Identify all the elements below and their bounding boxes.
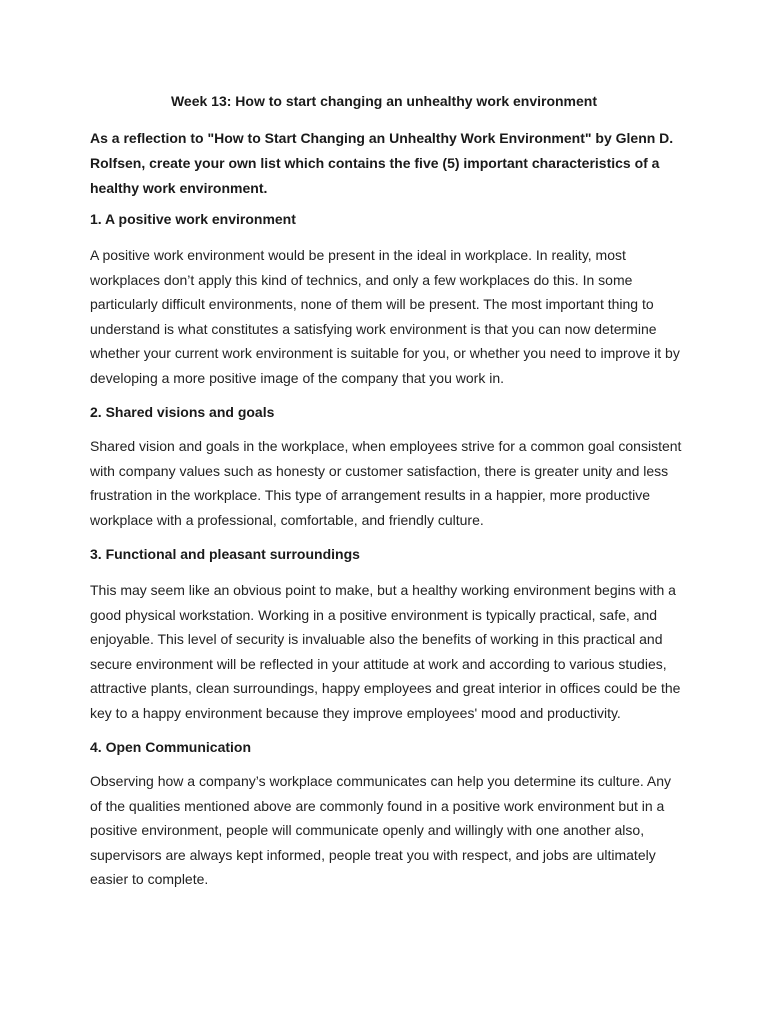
paragraph-line: developing a more positive image of the company that you work in. [90, 369, 505, 386]
intro-line: Rolfsen, create your own list which contains the five (5) important characteristics of a [90, 155, 660, 171]
section-paragraph-4 [90, 769, 690, 892]
paragraph-line: of the qualities mentioned above are commonly found in a positive work environment but in a [90, 797, 665, 814]
paragraph-line: A positive work environment would be present in the ideal in workplace. In reality, most [90, 247, 626, 263]
paragraph-line: key to a happy environment because they improve employees' mood and productivity. [90, 704, 621, 721]
intro-line: As a reflection to "How to Start Changing an Unhealthy Work Environment" by Glenn D. [90, 130, 674, 146]
paragraph-line: workplaces don’t apply this kind of technics, and only a few workplaces do this. In some [90, 271, 633, 288]
paragraph-line: particularly difficult environments, none of them will be present. The most important thing to [90, 296, 654, 313]
paragraph-line: with company values such as honesty or customer satisfaction, there is greater unity and less [90, 462, 669, 479]
intro-paragraph [90, 126, 680, 201]
paragraph-line: positive environment, people will communicate openly and willingly with one another also, [90, 822, 645, 839]
paragraph-line: enjoyable. This level of security is invaluable also the benefits of working in this practical and [90, 631, 663, 648]
paragraph-line: workplace with a professional, comfortable, and friendly culture. [90, 511, 484, 528]
paragraph-line: whether your current work environment is suitable for you, or whether you need to improve it by [90, 345, 680, 362]
paragraph-line: frustration in the workplace. This type of arrangement results in a happier, more productive [90, 487, 651, 504]
section-heading-2: 2. Shared visions and goals [90, 404, 275, 420]
paragraph-line: understand is what constitutes a satisfying work environment is that you can now determine [90, 320, 657, 337]
section-paragraph-2 [90, 434, 690, 532]
paragraph-line: supervisors are always kept informed, people treat you with respect, and jobs are ultimately [90, 846, 656, 863]
paragraph-line: secure environment will be reflected in your attitude at work and according to various studies, [90, 655, 667, 672]
section-heading-4: 4. Open Communication [90, 739, 252, 755]
paragraph-line: easier to complete. [90, 871, 209, 888]
paragraph-line: Shared vision and goals in the workplace, when employees strive for a common goal consistent [90, 438, 682, 454]
section-paragraph-1 [90, 243, 690, 391]
section-heading-3: 3. Functional and pleasant surroundings [90, 546, 360, 562]
section-heading-1: 1. A positive work environment [90, 211, 296, 227]
document-title: Week 13: How to start changing an unhealthy work environment [170, 93, 598, 109]
paragraph-line: attractive plants, clean surroundings, happy employees and great interior in offices could be the [90, 680, 681, 697]
section-paragraph-3 [90, 578, 690, 726]
paragraph-line: Observing how a company’s workplace communicates can help you determine its culture. Any [90, 773, 672, 789]
paragraph-line: good physical workstation. Working in a positive environment is typically practical, safe, and [90, 606, 658, 623]
intro-line: healthy work environment. [90, 180, 268, 196]
paragraph-line: This may seem like an obvious point to make, but a healthy working environment begins with a [90, 582, 676, 598]
